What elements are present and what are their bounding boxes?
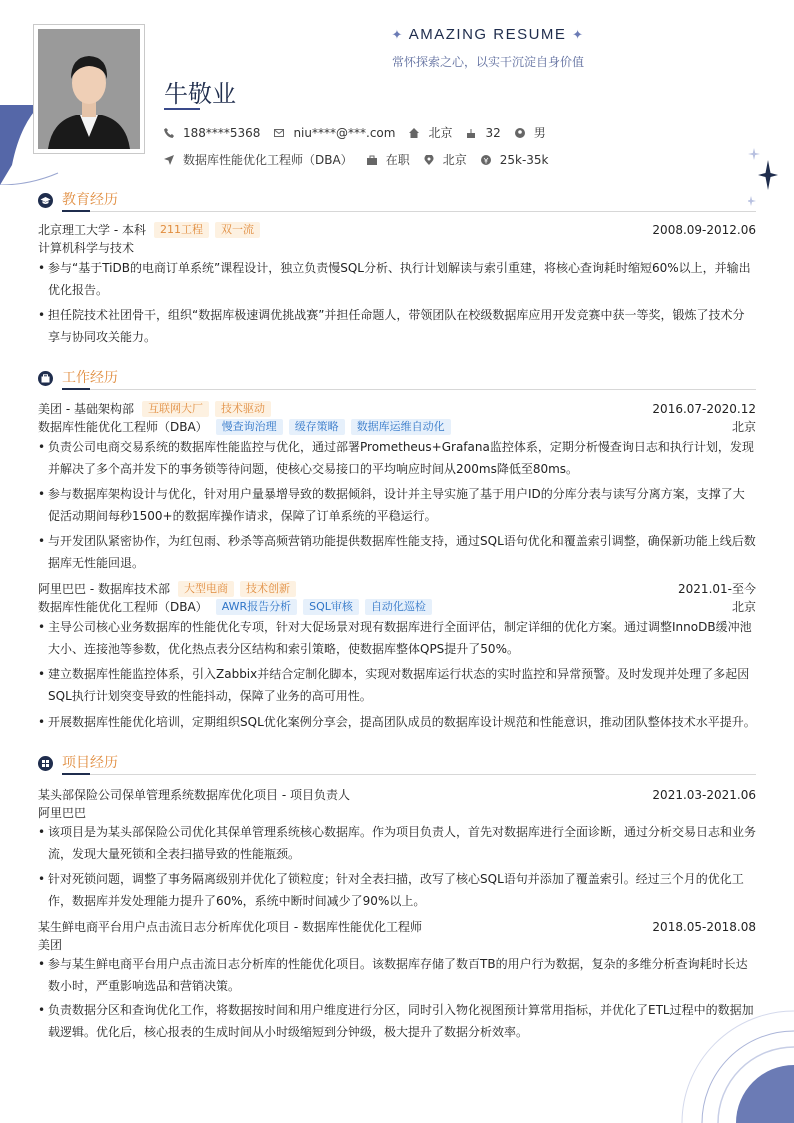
education-period: 2008.09-2012.06 xyxy=(652,222,756,237)
section-divider xyxy=(62,211,756,212)
section-divider xyxy=(62,389,756,390)
project-org-row xyxy=(38,804,756,821)
project-bullet: • 该项目是为某头部保险公司优化其保单管理系统核心数据库。作为项目负责人，首先对数据库进行全面诊断，通过分析交易日志和业务流，发现大量死锁和全表扫描导致的性能瓶颈。 xyxy=(38,821,756,865)
company-tag: 大型电商 xyxy=(178,581,234,597)
briefcase-icon xyxy=(38,371,53,386)
section-divider xyxy=(62,774,756,775)
grid-icon xyxy=(38,756,53,771)
email-value: niu****@***.com xyxy=(293,125,396,140)
project-title: 某生鲜电商平台用户点击流日志分析库优化项目 - 数据库性能优化工程师 xyxy=(38,920,422,934)
work-bullet: • 主导公司核心业务数据库的性能优化专项，针对大促场景对现有数据库进行全面评估，制定详细的优化方案。通过调整InnoDB缓冲池大小、连接池等参数，优化热点表分区结构和索引策略，使数据库整体QPS提升了50%。 xyxy=(38,616,756,660)
contact-row xyxy=(164,124,560,141)
work-city: 北京 xyxy=(731,600,756,614)
user-icon xyxy=(515,128,525,138)
role-tag: 缓存策略 xyxy=(289,419,345,435)
project-bullet: • 针对死锁问题，调整了事务隔离级别并优化了锁粒度；针对全表扫描，改写了核心SQL语句并添加了覆盖索引。经过三个月的优化工作，数据库并发处理能力提升了60%，系统中断时间减少了90%以上。 xyxy=(38,868,756,912)
role-tag: SQL审核 xyxy=(303,599,359,615)
school-tag: 双一流 xyxy=(215,222,260,238)
city-value: 北京 xyxy=(442,153,467,167)
section-divider-accent xyxy=(62,388,90,390)
contact-phone xyxy=(164,126,260,140)
intent-city xyxy=(424,151,467,168)
project-bullet: • 参与某生鲜电商平台用户点击流日志分析库的性能优化项目。该数据库存储了数百TB的用户行为数据，复杂的多维分析查询耗时长达数小时，严重影响选品和营销决策。 xyxy=(38,953,756,997)
role-tag: AWR报告分析 xyxy=(216,599,297,615)
resume-title-text: AMAZING RESUME xyxy=(408,26,567,43)
money-icon xyxy=(481,155,491,165)
role-name: 数据库性能优化工程师（DBA） xyxy=(38,600,208,614)
section-projects xyxy=(38,752,756,774)
location-pin-icon xyxy=(424,155,434,165)
school-name: 北京理工大学 - 本科 xyxy=(38,223,146,237)
company-name: 美团 - 基础架构部 xyxy=(38,402,134,416)
project-period: 2021.03-2021.06 xyxy=(652,787,756,802)
resume-subtitle: 常怀探索之心，以实干沉淀自身价值 xyxy=(391,55,584,69)
section-work xyxy=(38,367,756,389)
project-org: 阿里巴巴 xyxy=(38,806,87,820)
briefcase-icon xyxy=(367,155,377,165)
contact-gender xyxy=(515,124,546,141)
company-name: 阿里巴巴 - 数据库技术部 xyxy=(38,582,170,596)
role-tag: 数据库运维自动化 xyxy=(351,419,451,435)
work-bullet: • 与开发团队紧密协作，为红包雨、秒杀等高频营销功能提供数据库性能支持，通过SQL语句优化和覆盖索引调整，确保新功能上线后数据库无性能回退。 xyxy=(38,530,756,574)
send-icon xyxy=(164,155,174,165)
section-divider-accent xyxy=(62,210,90,212)
section-title: 项目经历 xyxy=(62,755,118,771)
profile-photo xyxy=(38,29,140,149)
phone-value: 188****5368 xyxy=(183,125,261,140)
location-value: 北京 xyxy=(428,126,453,140)
salary-value: 25k-35k xyxy=(499,152,549,167)
contact-age xyxy=(466,126,500,140)
work-city: 北京 xyxy=(731,420,756,434)
section-title: 工作经历 xyxy=(62,370,118,386)
work-bullet: • 参与数据库架构设计与优化，针对用户量暴增导致的数据倾斜，设计并主导实施了基于用户ID的分库分表与读写分离方案，支撑了大促活动期间每秒1500+的数据库操作请求，保障了订单系统的平稳运行。 xyxy=(38,483,756,527)
project-org-row xyxy=(38,936,756,953)
intent-salary xyxy=(481,153,549,167)
major-name: 计算机科学与技术 xyxy=(38,241,135,255)
intent-status xyxy=(367,151,410,168)
job-intent-row xyxy=(164,151,563,168)
project-title: 某头部保险公司保单管理系统数据库优化项目 - 项目负责人 xyxy=(38,788,350,802)
role-name: 数据库性能优化工程师（DBA） xyxy=(38,420,208,434)
work-bullet: • 开展数据库性能优化培训，定期组织SQL优化案例分享会，提高团队成员的数据库设计规范和性能意识，推动团队整体技术水平提升。 xyxy=(38,711,756,733)
project-period: 2018.05-2018.08 xyxy=(652,919,756,934)
cake-icon xyxy=(466,128,476,138)
work-role-row xyxy=(38,598,756,615)
company-tag: 技术驱动 xyxy=(215,401,271,417)
profile-photo-frame xyxy=(33,24,145,154)
education-bullet: • 参与“基于TiDB的电商订单系统”课程设计，独立负责慢SQL分析、执行计划解读与索引重建，将核心查询耗时缩短60%以上，并输出优化报告。 xyxy=(38,257,756,301)
work-bullet: • 建立数据库性能监控体系，引入Zabbix并结合定制化脚本，实现对数据库运行状态的实时监控和异常预警。及时发现并处理了多起因SQL执行计划突变导致的性能抖动，保障了业务的高可用性。 xyxy=(38,663,756,707)
school-tag: 211工程 xyxy=(154,222,209,238)
project-title-row xyxy=(38,786,756,803)
role-tag: 慢查询治理 xyxy=(216,419,283,435)
project-title-row xyxy=(38,918,756,935)
work-role-row xyxy=(38,418,756,435)
phone-icon xyxy=(164,128,174,138)
gender-value: 男 xyxy=(533,126,546,140)
work-period: 2016.07-2020.12 xyxy=(652,401,756,416)
company-tag: 技术创新 xyxy=(240,581,296,597)
project-org: 美团 xyxy=(38,938,63,952)
company-tag: 互联网大厂 xyxy=(142,401,209,417)
contact-email xyxy=(274,126,395,140)
role-tag: 自动化巡检 xyxy=(365,599,432,615)
position-value: 数据库性能优化工程师（DBA） xyxy=(183,153,353,167)
name-underline xyxy=(164,108,200,110)
mail-icon xyxy=(274,128,284,138)
education-bullet: • 担任院技术社团骨干，组织“数据库极速调优挑战赛”并担任命题人，带领团队在校级数据库应用开发竞赛中获一等奖，锻炼了技术分享与协同攻关能力。 xyxy=(38,304,756,348)
section-divider-accent xyxy=(62,773,90,775)
intent-position xyxy=(164,151,353,168)
project-bullet: • 负责数据分区和查询优化工作，将数据按时间和用户维度进行分区，同时引入物化视图预计算常用指标，并优化了ETL过程中的数据加载逻辑。优化后，核心报表的生成时间从小时级缩短到分钟级，极大提升了数据分析效率。 xyxy=(38,999,756,1043)
work-company-row xyxy=(38,400,756,417)
star-icon: ✦ xyxy=(572,27,585,42)
status-value: 在职 xyxy=(385,153,410,167)
home-icon xyxy=(409,128,419,138)
work-period: 2021.01-至今 xyxy=(678,582,756,596)
contact-location xyxy=(409,124,452,141)
section-education xyxy=(38,189,756,211)
graduation-cap-icon xyxy=(38,193,53,208)
candidate-name: 牛敬业 xyxy=(164,80,236,108)
education-school-row xyxy=(38,221,756,238)
person-silhouette xyxy=(38,29,140,149)
section-title: 教育经历 xyxy=(62,192,118,208)
education-major-row xyxy=(38,239,756,256)
work-bullet: • 负责公司电商交易系统的数据库性能监控与优化，通过部署Prometheus+Grafana监控体系，定期分析慢查询日志和执行计划，发现并解决了多个高并发下的事务锁等待问题，使核心交易接口的平均响应时间从200ms降低至80ms。 xyxy=(38,436,756,480)
work-company-row xyxy=(38,580,756,597)
resume-title xyxy=(388,26,588,43)
age-value: 32 xyxy=(485,125,501,140)
star-icon: ✦ xyxy=(391,27,404,42)
